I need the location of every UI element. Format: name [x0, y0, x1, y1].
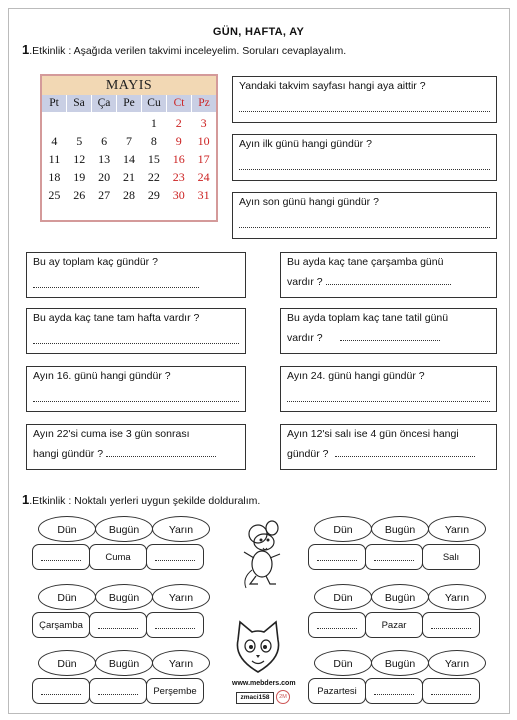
calendar-date — [117, 114, 142, 132]
given-day-box — [365, 612, 423, 638]
weekday: Cu — [142, 95, 167, 112]
answer-line[interactable] — [239, 102, 490, 112]
question-box-month — [232, 76, 497, 123]
calendar-date: 26 — [73, 188, 86, 202]
given-day-box — [422, 544, 480, 570]
brand-logo: zmaci158 — [236, 692, 274, 704]
question-text: Ayın 12'si salı ise 4 gün öncesi hangi — [287, 428, 459, 440]
calendar-date — [92, 114, 117, 132]
answer-dots — [374, 694, 414, 695]
calendar-date: 9 — [175, 134, 182, 148]
question-text-cont: gündür ? — [287, 448, 329, 461]
given-day-box — [32, 612, 90, 638]
answer-dots — [317, 628, 357, 629]
day-label-oval: Bugün — [95, 516, 153, 542]
calendar-date: 13 — [98, 152, 111, 166]
question-text: Bu ay toplam kaç gündür ? — [33, 256, 158, 268]
activity-1-text: .Etkinlik : Aşağıda verilen takvimi inceleyelim. Soruları cevaplayalım. — [29, 45, 347, 57]
given-day-box — [146, 678, 204, 704]
day-label-oval: Dün — [314, 516, 372, 542]
weekday: Ça — [92, 95, 117, 112]
brand-badge: 2M — [276, 690, 290, 704]
blank-day-box[interactable] — [365, 678, 423, 704]
day-label-oval: Dün — [38, 650, 96, 676]
answer-dots — [98, 694, 138, 695]
blank-day-box[interactable] — [365, 544, 423, 570]
answer-line[interactable] — [326, 277, 451, 285]
weekday: Sa — [67, 95, 92, 112]
given-day-text: Pazartesi — [317, 686, 357, 697]
day-label-oval: Dün — [38, 516, 96, 542]
day-label-oval: Yarın — [152, 650, 210, 676]
calendar-date: 27 — [98, 188, 111, 202]
question-box-day-12-minus-4 — [280, 424, 497, 470]
calendar-date: 12 — [73, 152, 86, 166]
question-text-cont: vardır ? — [287, 276, 323, 289]
calendar-date: 6 — [101, 134, 108, 148]
answer-dots — [431, 694, 471, 695]
calendar-date: 10 — [197, 134, 210, 148]
answer-line[interactable] — [33, 334, 239, 344]
calendar-date: 28 — [122, 188, 135, 202]
answer-dots — [374, 560, 414, 561]
given-day-text: Salı — [442, 552, 460, 563]
given-day-text: Pazar — [381, 620, 407, 631]
calendar-date: 20 — [98, 170, 111, 184]
calendar-date: 29 — [147, 188, 160, 202]
given-day-text: Cuma — [105, 552, 131, 563]
blank-day-box[interactable] — [422, 612, 480, 638]
activity-2-text: .Etkinlik : Noktalı yerleri uygun şekilde dolduralım. — [29, 495, 261, 507]
answer-line[interactable] — [335, 449, 475, 457]
day-label-oval: Yarın — [428, 584, 486, 610]
mouse-illustration — [236, 518, 286, 590]
calendar-date: 15 — [147, 152, 160, 166]
question-box-total-days — [26, 252, 246, 298]
answer-line[interactable] — [239, 160, 490, 170]
calendar-date: 31 — [197, 188, 210, 202]
answer-dots — [98, 628, 138, 629]
day-label-oval: Bugün — [371, 516, 429, 542]
activity-1-instruction — [22, 42, 346, 57]
calendar-date: 16 — [172, 152, 185, 166]
question-text: Ayın 22'si cuma ise 3 gün sonrası — [33, 428, 190, 440]
blank-day-box[interactable] — [146, 544, 204, 570]
question-box-wednesdays — [280, 252, 497, 298]
answer-dots — [155, 628, 195, 629]
calendar-date: 4 — [51, 134, 58, 148]
given-day-box — [89, 544, 147, 570]
question-text: Bu ayda kaç tane tam hafta vardır ? — [33, 312, 200, 324]
question-text-cont: hangi gündür ? — [33, 448, 104, 461]
calendar-date — [67, 114, 92, 132]
blank-day-box[interactable] — [32, 544, 90, 570]
answer-line[interactable] — [33, 392, 239, 402]
answer-line[interactable] — [239, 218, 490, 228]
answer-dots — [317, 560, 357, 561]
blank-day-box[interactable] — [89, 678, 147, 704]
calendar-date: 11 — [48, 152, 61, 166]
calendar-date: 25 — [48, 188, 61, 202]
day-label-oval: Dün — [314, 650, 372, 676]
day-label-oval: Bugün — [371, 584, 429, 610]
calendar-date: 17 — [197, 152, 210, 166]
question-text: Ayın 24. günü hangi gündür ? — [287, 370, 425, 382]
weekday: Pe — [117, 95, 142, 112]
activity-2-number: 1 — [22, 492, 30, 507]
site-url: www.mebders.com — [232, 680, 296, 687]
question-box-day-24 — [280, 366, 497, 412]
answer-line[interactable] — [106, 449, 216, 457]
weekday-weekend: Ct — [167, 95, 192, 112]
day-label-oval: Bugün — [95, 650, 153, 676]
given-day-text: Perşembe — [153, 686, 197, 697]
calendar — [40, 74, 218, 222]
given-day-text: Çarşamba — [39, 620, 83, 631]
page-title: GÜN, HAFTA, AY — [212, 26, 305, 38]
activity-1-number: 1 — [22, 42, 30, 57]
day-label-oval: Bugün — [371, 650, 429, 676]
question-box-day-22-plus-3 — [26, 424, 246, 470]
calendar-date: 8 — [150, 134, 157, 148]
blank-day-box[interactable] — [32, 678, 90, 704]
calendar-date: 14 — [122, 152, 135, 166]
question-box-holidays — [280, 308, 497, 354]
calendar-date: 30 — [172, 188, 185, 202]
blank-day-box[interactable] — [308, 612, 366, 638]
answer-dots — [431, 628, 471, 629]
question-box-last-day — [232, 192, 497, 239]
calendar-dates — [42, 114, 216, 204]
day-label-oval: Dün — [314, 584, 372, 610]
blank-day-box[interactable] — [146, 612, 204, 638]
question-text: Yandaki takvim sayfası hangi aya aittir ? — [239, 80, 426, 92]
blank-day-box[interactable] — [89, 612, 147, 638]
calendar-date: 18 — [48, 170, 61, 184]
answer-dots — [41, 560, 81, 561]
question-box-full-weeks — [26, 308, 246, 354]
day-label-oval: Yarın — [152, 584, 210, 610]
answer-line[interactable] — [287, 392, 490, 402]
day-label-oval: Yarın — [428, 650, 486, 676]
question-box-day-16 — [26, 366, 246, 412]
calendar-month: MAYIS — [42, 76, 216, 95]
calendar-date: 21 — [122, 170, 135, 184]
blank-day-box[interactable] — [422, 678, 480, 704]
calendar-date: 23 — [172, 170, 185, 184]
question-text-cont: vardır ? — [287, 332, 323, 345]
calendar-date: 7 — [125, 134, 132, 148]
calendar-date: 19 — [73, 170, 86, 184]
given-day-box — [308, 678, 366, 704]
question-text: Bu ayda kaç tane çarşamba günü — [287, 256, 444, 268]
answer-line[interactable] — [340, 333, 440, 341]
question-text: Ayın 16. günü hangi gündür ? — [33, 370, 171, 382]
calendar-date: 22 — [147, 170, 160, 184]
calendar-date: 24 — [197, 170, 210, 184]
weekday: Pt — [42, 95, 67, 112]
question-text: Bu ayda toplam kaç tane tatil günü — [287, 312, 449, 324]
question-text: Ayın son günü hangi gündür ? — [239, 196, 379, 208]
calendar-date: 1 — [150, 116, 157, 130]
weekday-weekend: Pz — [198, 97, 210, 109]
question-box-first-day — [232, 134, 497, 181]
answer-dots — [155, 560, 195, 561]
day-label-oval: Dün — [38, 584, 96, 610]
question-text: Ayın ilk günü hangi gündür ? — [239, 138, 372, 150]
calendar-date — [42, 114, 67, 132]
cat-face-illustration — [232, 618, 284, 676]
day-label-oval: Yarın — [428, 516, 486, 542]
calendar-date: 2 — [175, 116, 182, 130]
blank-day-box[interactable] — [308, 544, 366, 570]
calendar-weekday-header — [42, 95, 216, 112]
calendar-date: 5 — [76, 134, 83, 148]
day-label-oval: Bugün — [95, 584, 153, 610]
calendar-date: 3 — [200, 116, 207, 130]
answer-line[interactable] — [33, 278, 199, 288]
answer-dots — [41, 694, 81, 695]
activity-2-instruction — [22, 492, 260, 507]
day-label-oval: Yarın — [152, 516, 210, 542]
